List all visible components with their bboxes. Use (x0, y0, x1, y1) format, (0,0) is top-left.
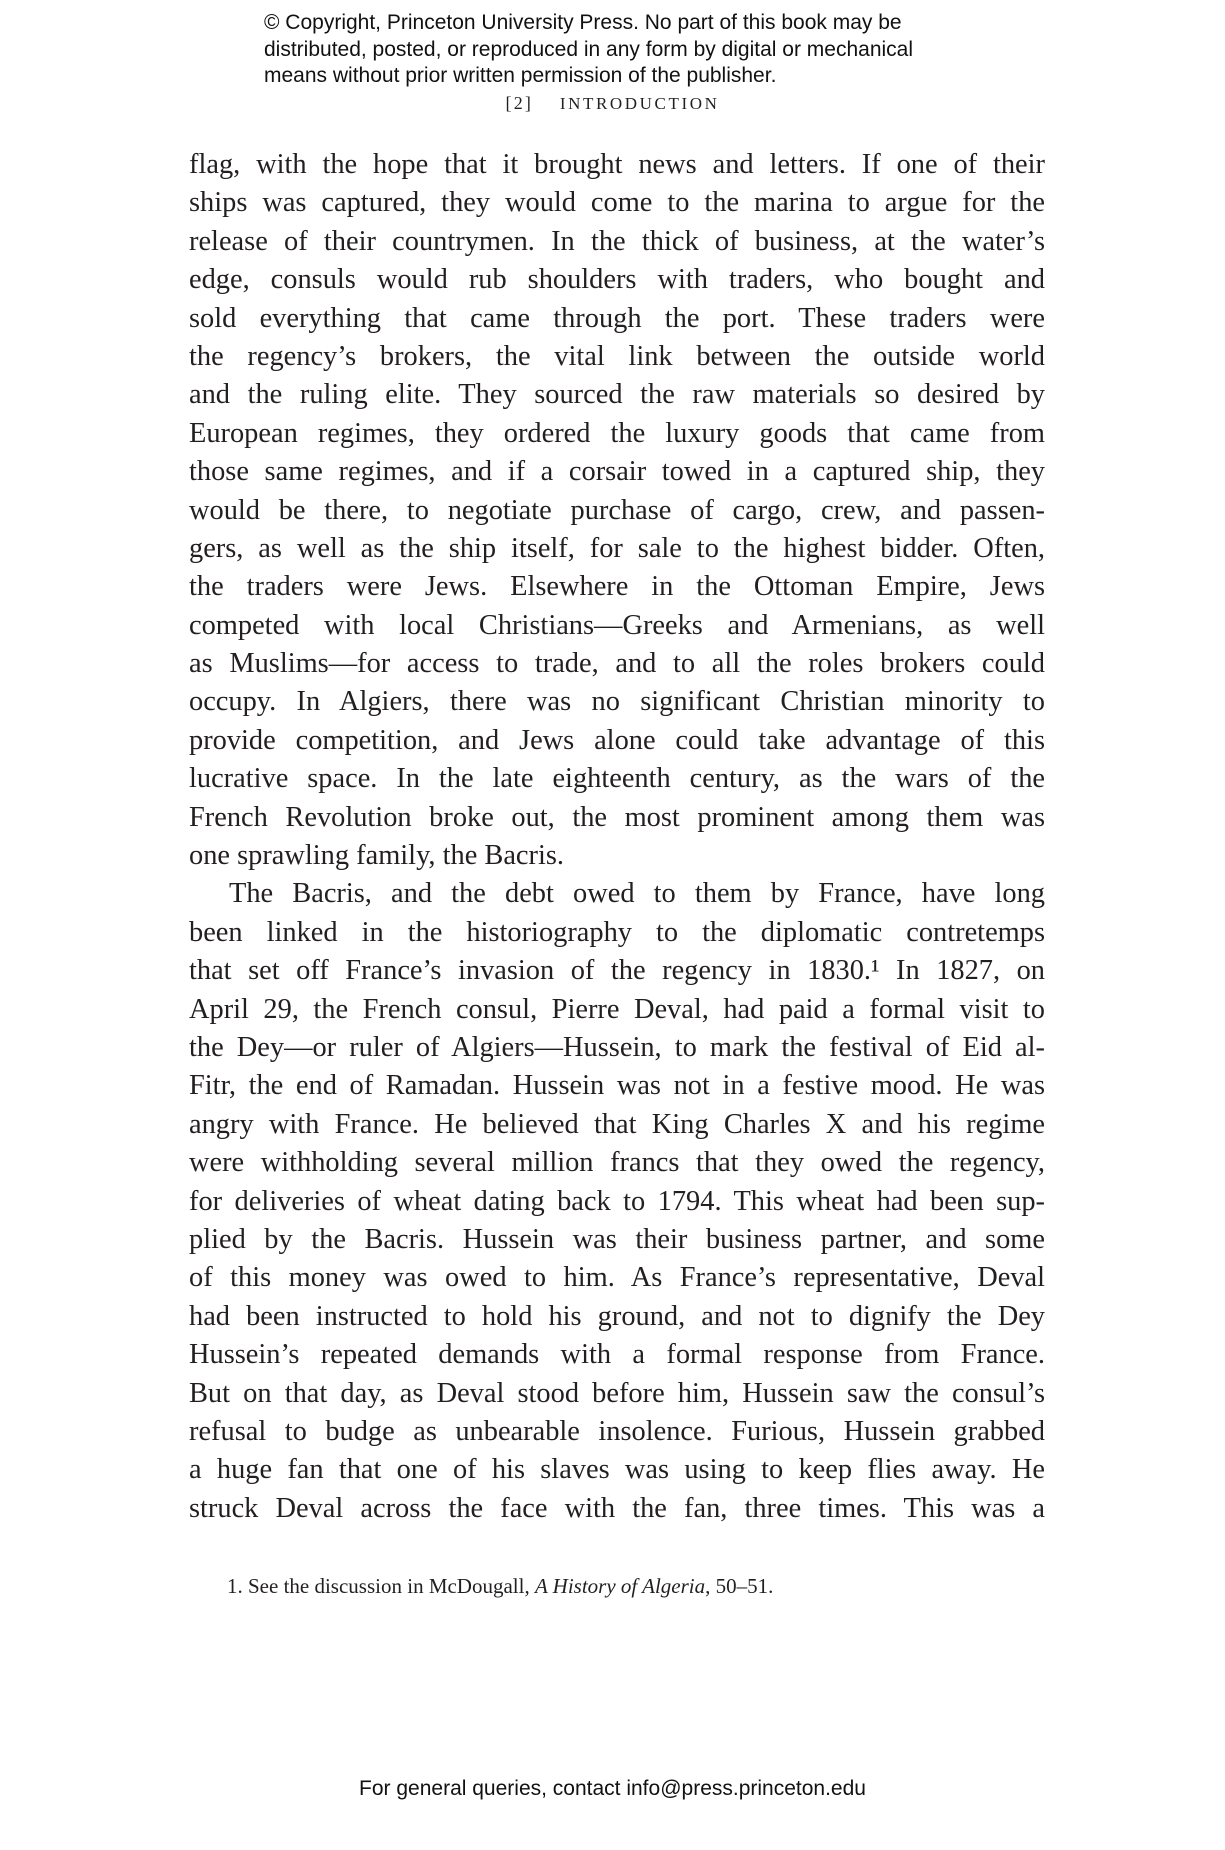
footnote (227, 1572, 773, 1600)
text-line: occupy. In Algiers, there was no significant Christian minority to (189, 686, 1045, 718)
text-line: April 29, the French consul, Pierre Deval, had paid a formal visit to (189, 993, 1045, 1025)
text-line: the traders were Jews. Elsewhere in the Ottoman Empire, Jews (189, 571, 1045, 603)
text-line: would be there, to negotiate purchase of cargo, crew, and passen- (189, 494, 1045, 526)
text-line: for deliveries of wheat dating back to 1794. This wheat had been sup- (189, 1185, 1045, 1217)
running-head (0, 93, 1225, 114)
text-line: been linked in the historiography to the diplomatic contretemps (189, 916, 1045, 948)
text-line: lucrative space. In the late eighteenth century, as the wars of the (189, 763, 1045, 795)
text-line: European regimes, they ordered the luxury goods that came from (189, 417, 1045, 449)
copyright-notice (264, 10, 1024, 90)
text-line: a huge fan that one of his slaves was using to keep flies away. He (189, 1454, 1045, 1486)
text-line: provide competition, and Jews alone could take advantage of this (189, 724, 1045, 756)
text-line: edge, consuls would rub shoulders with traders, who bought and (189, 264, 1045, 296)
text-line: struck Deval across the face with the fan, three times. This was a (189, 1492, 1045, 1524)
footnote-pages: , 50–51. (705, 1574, 774, 1598)
text-line: had been instructed to hold his ground, and not to dignify the Dey (189, 1300, 1045, 1332)
paragraph-first-line: The Bacris, and the debt owed to them by France, have long (229, 878, 1045, 910)
paragraph-end-line: one sprawling family, the Bacris. (189, 840, 565, 872)
text-line: were withholding several million francs that they owed the regency, (189, 1147, 1045, 1179)
text-line: Hussein’s repeated demands with a formal response from France. (189, 1339, 1045, 1371)
footnote-text: 1. See the discussion in McDougall, (227, 1574, 535, 1598)
copyright-line: distributed, posted, or reproduced in any form by digital or mechanical (264, 37, 914, 61)
text-line: competed with local Christians—Greeks and Armenians, as well (189, 609, 1045, 641)
text-line: ships was captured, they would come to the marina to argue for the (189, 187, 1045, 219)
text-line: those same regimes, and if a corsair towed in a captured ship, they (189, 456, 1045, 488)
text-line: French Revolution broke out, the most prominent among them was (189, 801, 1045, 833)
text-line: flag, with the hope that it brought news and letters. If one of their (189, 149, 1045, 180)
section-title: INTRODUCTION (559, 94, 720, 113)
text-line: release of their countrymen. In the thick of business, at the water’s (189, 225, 1045, 257)
text-line: that set off France’s invasion of the regency in 1830.¹ In 1827, on (189, 955, 1045, 987)
copyright-line: © Copyright, Princeton University Press. No part of this book may be (264, 11, 902, 34)
text-line: sold everything that came through the port. These traders were (189, 302, 1045, 334)
text-line: as Muslims—for access to trade, and to all the roles brokers could (189, 648, 1045, 680)
contact-line: For general queries, contact info@press.princeton.edu (359, 1777, 866, 1800)
text-line: the Dey—or ruler of Algiers—Hussein, to mark the festival of Eid al- (189, 1031, 1045, 1063)
text-line: of this money was owed to him. As France’s representative, Deval (189, 1262, 1045, 1294)
text-line: the regency’s brokers, the vital link between the outside world (189, 340, 1045, 372)
copyright-line: means without prior written permission of the publisher. (264, 64, 777, 87)
text-line: gers, as well as the ship itself, for sale to the highest bidder. Often, (189, 532, 1045, 564)
text-line: Fitr, the end of Ramadan. Hussein was not in a festive mood. He was (189, 1070, 1045, 1102)
text-line: and the ruling elite. They sourced the raw materials so desired by (189, 379, 1045, 411)
text-line: angry with France. He believed that King Charles X and his regime (189, 1108, 1045, 1140)
page-number: [2] (505, 93, 534, 113)
text-line: But on that day, as Deval stood before him, Hussein saw the consul’s (189, 1377, 1045, 1409)
text-line: plied by the Bacris. Hussein was their business partner, and some (189, 1223, 1045, 1255)
text-line: refusal to budge as unbearable insolence. Furious, Hussein grabbed (189, 1415, 1045, 1447)
body-text (189, 146, 1045, 1528)
footnote-book-title: A History of Algeria (534, 1574, 706, 1598)
